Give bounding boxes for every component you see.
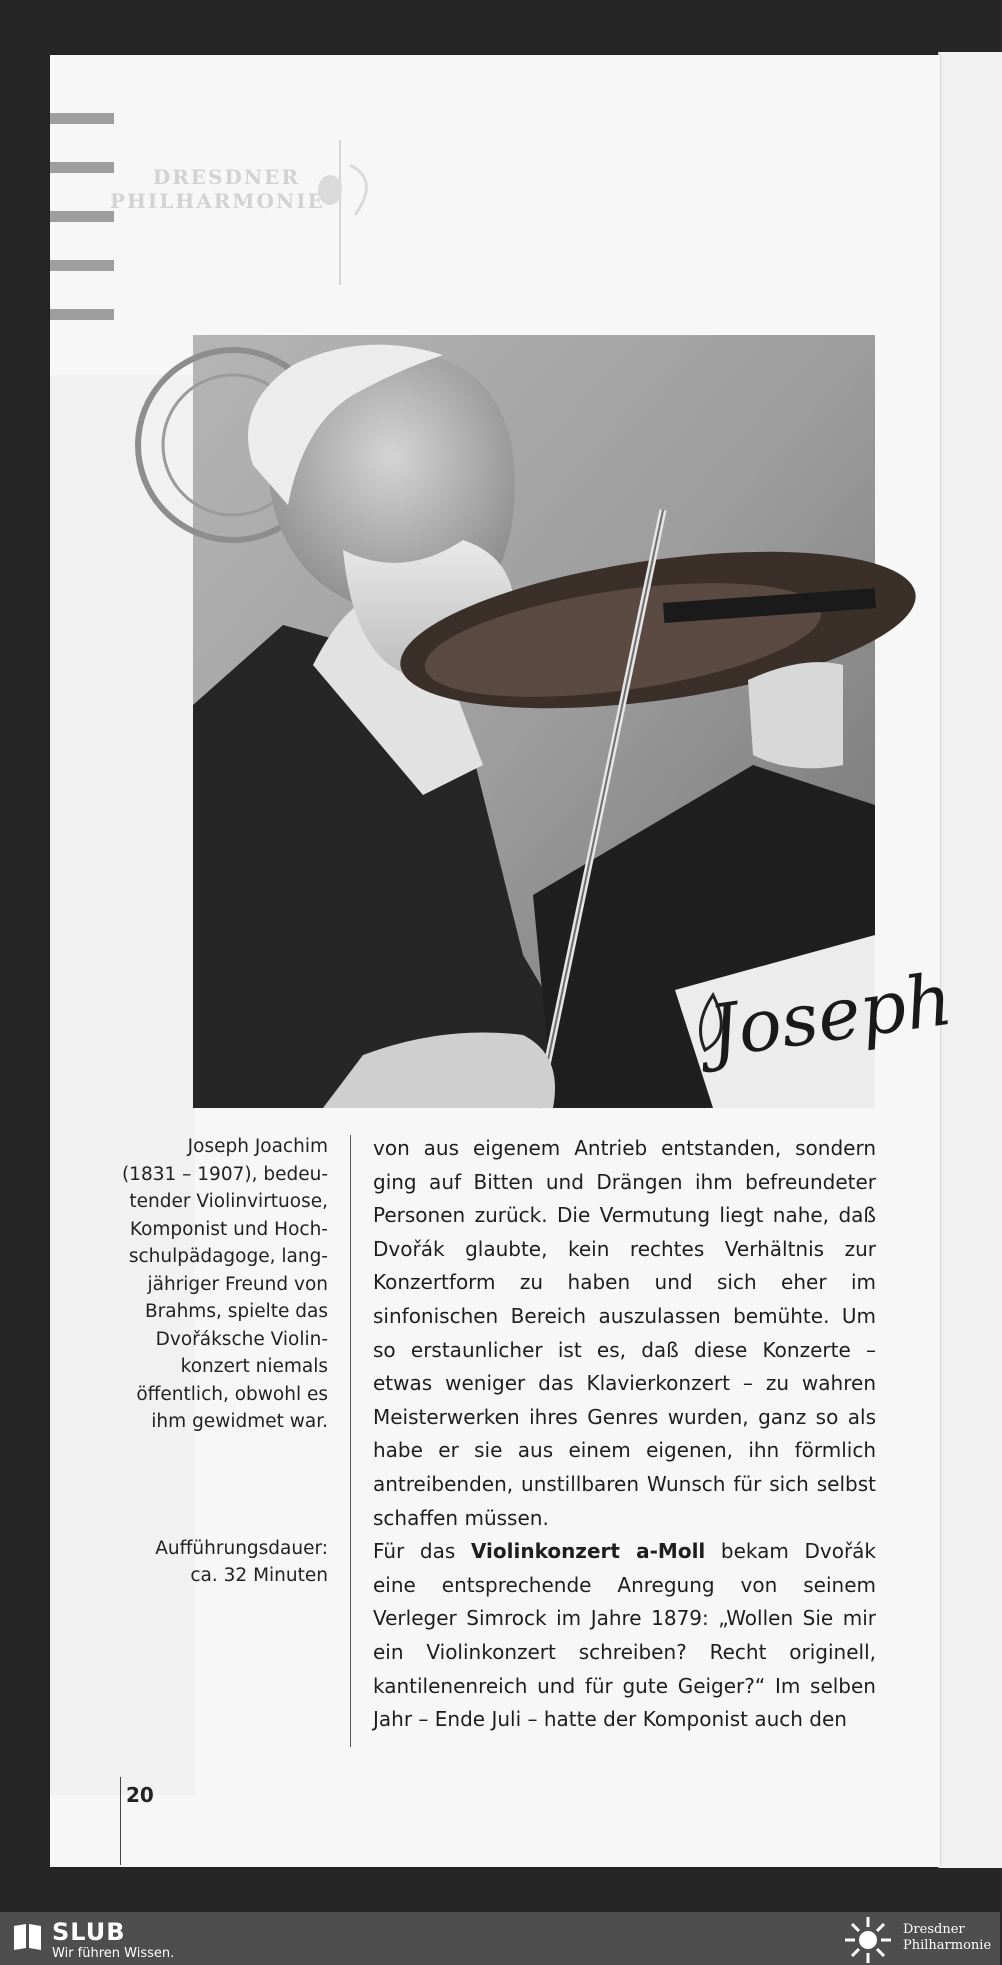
page-number-rule	[120, 1777, 121, 1865]
slub-logo-text: SLUB	[52, 1918, 126, 1946]
faded-logo-text	[110, 165, 325, 213]
joachim-violin-photo	[193, 335, 958, 1108]
photo-caption	[100, 1133, 328, 1436]
brochure-page	[50, 55, 958, 1867]
paragraph-2-rest: bekam Dvořák eine entsprechende Anregung von seinem Verleger Simrock im Jahre 1879: „Wollen Sie mir ein Violinkonzert schreiben? Recht originell, kantilenenreich und für gute Geiger?“ Im selben Jahr – Ende Juli – hatte der Komponist auch den	[373, 1539, 877, 1732]
faded-philharmonie-logo	[110, 135, 380, 285]
caption-line: Dvořáksche Violin-	[155, 1328, 328, 1350]
caption-line: ihm gewidmet war.	[151, 1411, 328, 1432]
portrait-photo	[193, 335, 958, 1108]
slub-book-icon	[12, 1920, 44, 1952]
column-divider	[350, 1135, 351, 1747]
caption-line: tender Violinvirtuose,	[129, 1191, 328, 1212]
work-title: Violinkonzert a-Moll	[470, 1539, 706, 1564]
caption-line: Komponist und Hoch-	[129, 1218, 328, 1240]
clef-logo-icon	[310, 135, 380, 285]
caption-line: Joseph Joachim	[187, 1136, 328, 1157]
margin-bar	[50, 113, 114, 124]
slub-tagline: Wir führen Wissen.	[52, 1946, 175, 1961]
paragraph-2-prefix: Für das	[373, 1539, 471, 1564]
body-paragraph-1: von aus eigenem Antrieb entstanden, sondern ging auf Bitten und Drängen ihm befreundeter Personen zurück. Die Vermutung liegt nahe, daß Dvořák glaubte, kein rechtes Verhältnis zur Konzertform zu haben und sich eher im sinfonischen Bereich auszulassen bemühte. Um so erstaunlicher ist es, daß diese Konzerte – etwas weniger das Klavierkonzert – zu wahren Meisterwerken ihres Genres wurden, ganz so als habe er sie aus einem eigenen, ihn förmlich antreibenden, unstillbaren Wunsch für sich selbst schaffen müssen.	[373, 1136, 876, 1530]
margin-bar	[50, 211, 114, 222]
page-number: 20	[126, 1783, 154, 1807]
performance-duration	[100, 1535, 328, 1590]
caption-line: Brahms, spielte das	[144, 1301, 328, 1322]
dp-line-1: Dresdner	[903, 1922, 965, 1937]
margin-bar	[50, 309, 114, 320]
duration-value: ca. 32 Minuten	[190, 1565, 328, 1586]
caption-line: konzert niemals	[180, 1356, 328, 1377]
caption-line: (1831 – 1907), bedeu-	[121, 1163, 328, 1185]
body-paragraph-2	[373, 1535, 876, 1737]
margin-bar	[50, 260, 114, 271]
margin-bars	[50, 113, 114, 358]
logo-line-1: DRESDNER	[152, 165, 300, 189]
caption-line: schulpädagoge, lang-	[128, 1246, 328, 1267]
caption-line: jähriger Freund von	[147, 1273, 328, 1295]
duration-label: Aufführungsdauer:	[155, 1537, 328, 1559]
dp-line-2: Philharmonie	[903, 1938, 992, 1953]
signature-text: Joseph	[703, 956, 958, 1074]
philharmonie-logo-text	[903, 1922, 991, 1954]
margin-bar	[50, 162, 114, 173]
digitization-footer	[0, 1912, 1000, 1965]
caption-line: öffentlich, obwohl es	[136, 1383, 328, 1405]
article-body	[373, 1132, 876, 1737]
philharmonie-sunburst-icon	[843, 1915, 893, 1965]
photo-caption-sidebar	[100, 1133, 328, 1590]
next-page-edge	[938, 52, 1002, 1868]
logo-line-2: PHILHARMONIE	[110, 189, 325, 213]
